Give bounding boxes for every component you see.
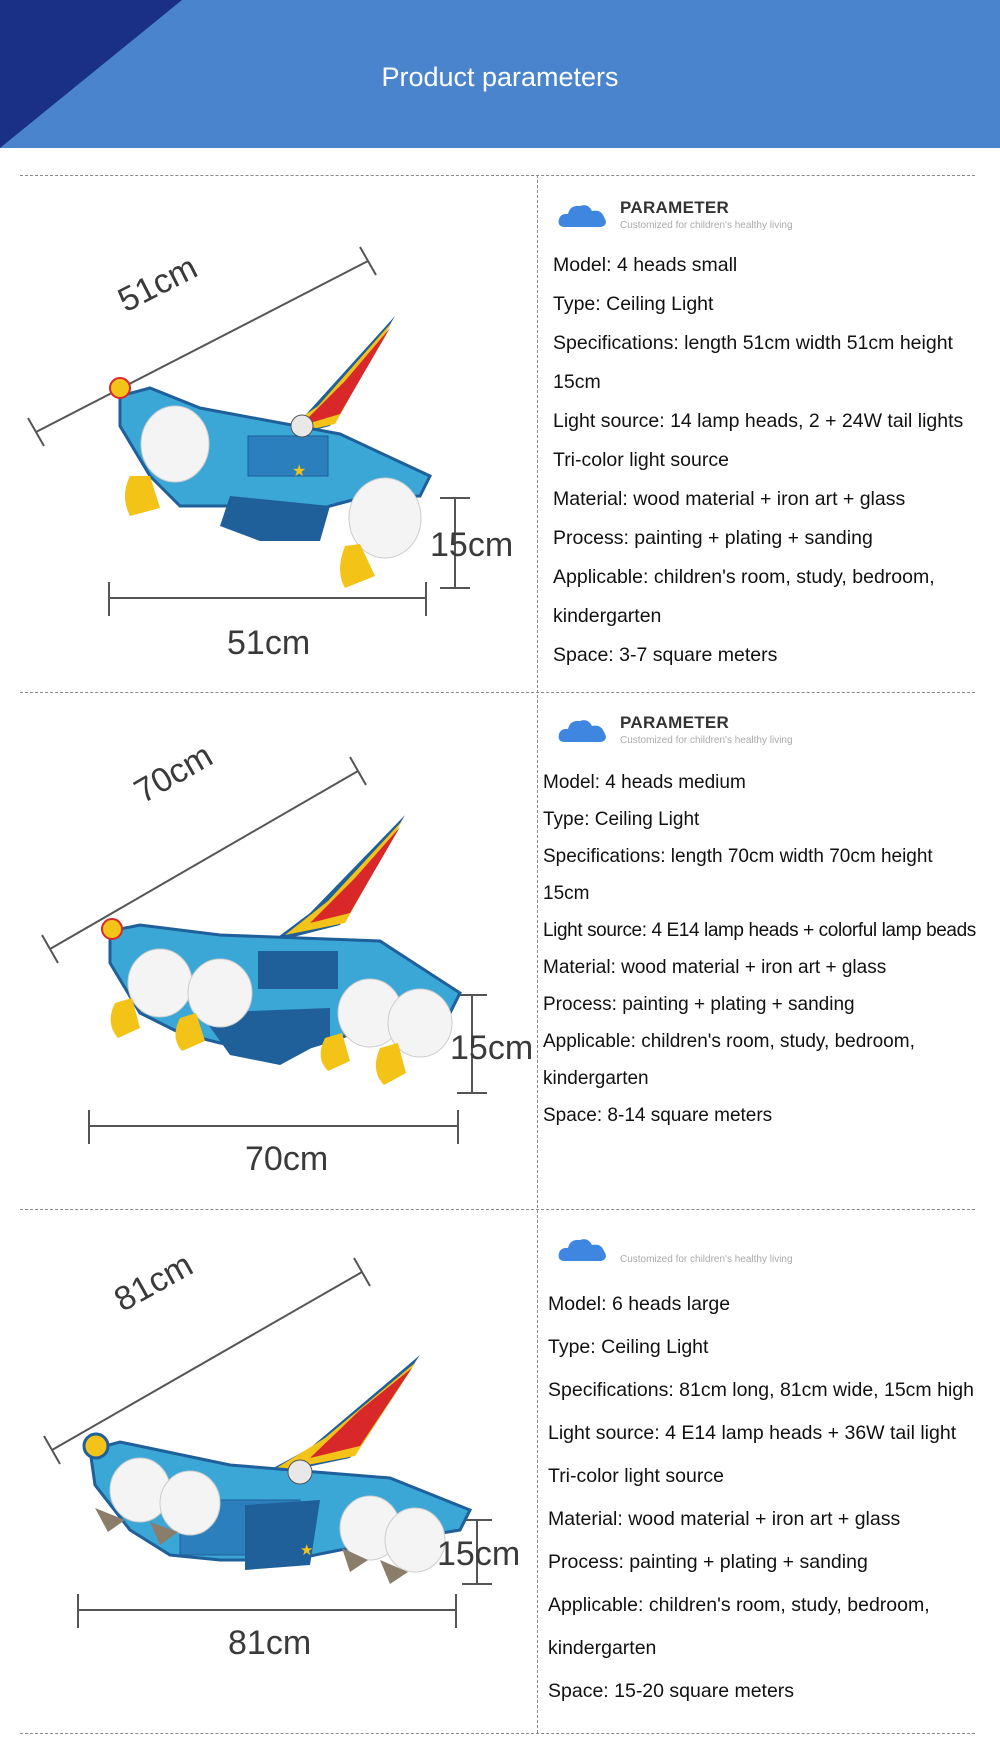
spec-line: kindergarten: [543, 1068, 649, 1089]
dimension-width-label: 51cm: [227, 624, 311, 662]
dimension-height-label: 15cm: [437, 1535, 521, 1573]
spec-list: [548, 1283, 974, 1713]
spec-line: Space: 15-20 square meters: [548, 1680, 795, 1702]
spec-line: kindergarten: [548, 1637, 657, 1659]
spec-line: Light source: 4 E14 lamp heads + 36W tail light: [548, 1422, 957, 1444]
spec-line: Applicable: children's room, study, bedroom,: [548, 1594, 930, 1616]
spec-line: Process: painting + plating + sanding: [553, 527, 873, 549]
parameter-header: [557, 713, 857, 753]
spec-line: Material: wood material + iron art + glass: [553, 488, 906, 510]
parameter-title: PARAMETER: [620, 713, 730, 732]
spec-line: Material: wood material + iron art + glass: [548, 1508, 901, 1530]
spec-line: Applicable: children's room, study, bedroom,: [543, 1031, 915, 1052]
spec-list: [553, 246, 963, 675]
parameter-title: PARAMETER: [620, 198, 730, 217]
header-banner: [0, 0, 1000, 148]
spec-line: 15cm: [543, 883, 590, 904]
dimension-width-label: 81cm: [228, 1624, 312, 1662]
cloud-icon: [557, 716, 609, 744]
spec-line: Type: Ceiling Light: [553, 293, 714, 315]
dimension-height-label: 15cm: [450, 1029, 534, 1067]
dimension-width-label: 70cm: [245, 1140, 329, 1178]
spec-line: Specifications: length 51cm width 51cm height: [553, 332, 953, 354]
parameter-subtitle: Customized for children's healthy living: [620, 220, 793, 231]
parameter-subtitle: Customized for children's healthy living: [620, 1254, 793, 1265]
spec-line: Type: Ceiling Light: [548, 1336, 709, 1358]
cloud-icon: [557, 1235, 609, 1263]
spec-line: Tri-color light source: [553, 449, 729, 471]
spec-line: Type: Ceiling Light: [543, 809, 700, 830]
dimension-diagonal-label: 70cm: [128, 736, 220, 811]
product-image-medium: [0, 693, 537, 1209]
spec-line: kindergarten: [553, 605, 662, 627]
spec-list: [543, 764, 976, 1134]
spec-line: 15cm: [553, 371, 601, 393]
airplane-lamp-small-illustration: [0, 176, 537, 692]
divider-bottom: [20, 1733, 975, 1734]
dimension-diagonal-label: 81cm: [108, 1245, 200, 1320]
spec-line: Process: painting + plating + sanding: [543, 994, 855, 1015]
cloud-icon: [557, 201, 609, 229]
spec-line: Space: 8-14 square meters: [543, 1105, 773, 1126]
svg-text:★: ★: [300, 1542, 314, 1559]
spec-line: Material: wood material + iron art + glass: [543, 957, 887, 978]
parameter-header: [557, 198, 857, 238]
spec-line: Space: 3-7 square meters: [553, 644, 778, 666]
spec-line: Model: 4 heads small: [553, 254, 738, 276]
page-title: Product parameters: [381, 62, 619, 92]
spec-line: Model: 4 heads medium: [543, 772, 746, 793]
parameter-header: [557, 1232, 857, 1272]
dimension-diagonal-label: 51cm: [112, 248, 204, 320]
spec-line: Tri-color light source: [548, 1465, 724, 1487]
spec-line: Specifications: length 70cm width 70cm height: [543, 846, 933, 867]
product-image-small: [0, 176, 537, 692]
dimension-height-label: 15cm: [430, 526, 514, 564]
product-section-large: [0, 1210, 1000, 1733]
product-section-small: [0, 176, 1000, 692]
spec-line: Process: painting + plating + sanding: [548, 1551, 868, 1573]
spec-line: Light source: 4 E14 lamp heads + colorful lamp beads: [543, 920, 976, 941]
product-image-large: [0, 1210, 537, 1733]
svg-text:★: ★: [292, 463, 307, 480]
parameter-subtitle: Customized for children's healthy living: [620, 735, 793, 746]
spec-line: Light source: 14 lamp heads, 2 + 24W tail lights: [553, 410, 964, 432]
spec-line: Applicable: children's room, study, bedroom,: [553, 566, 935, 588]
spec-line: Model: 6 heads large: [548, 1293, 731, 1315]
airplane-lamp-medium-illustration: [0, 693, 537, 1209]
product-section-medium: [0, 693, 1000, 1209]
spec-line: Specifications: 81cm long, 81cm wide, 15cm high: [548, 1379, 974, 1401]
